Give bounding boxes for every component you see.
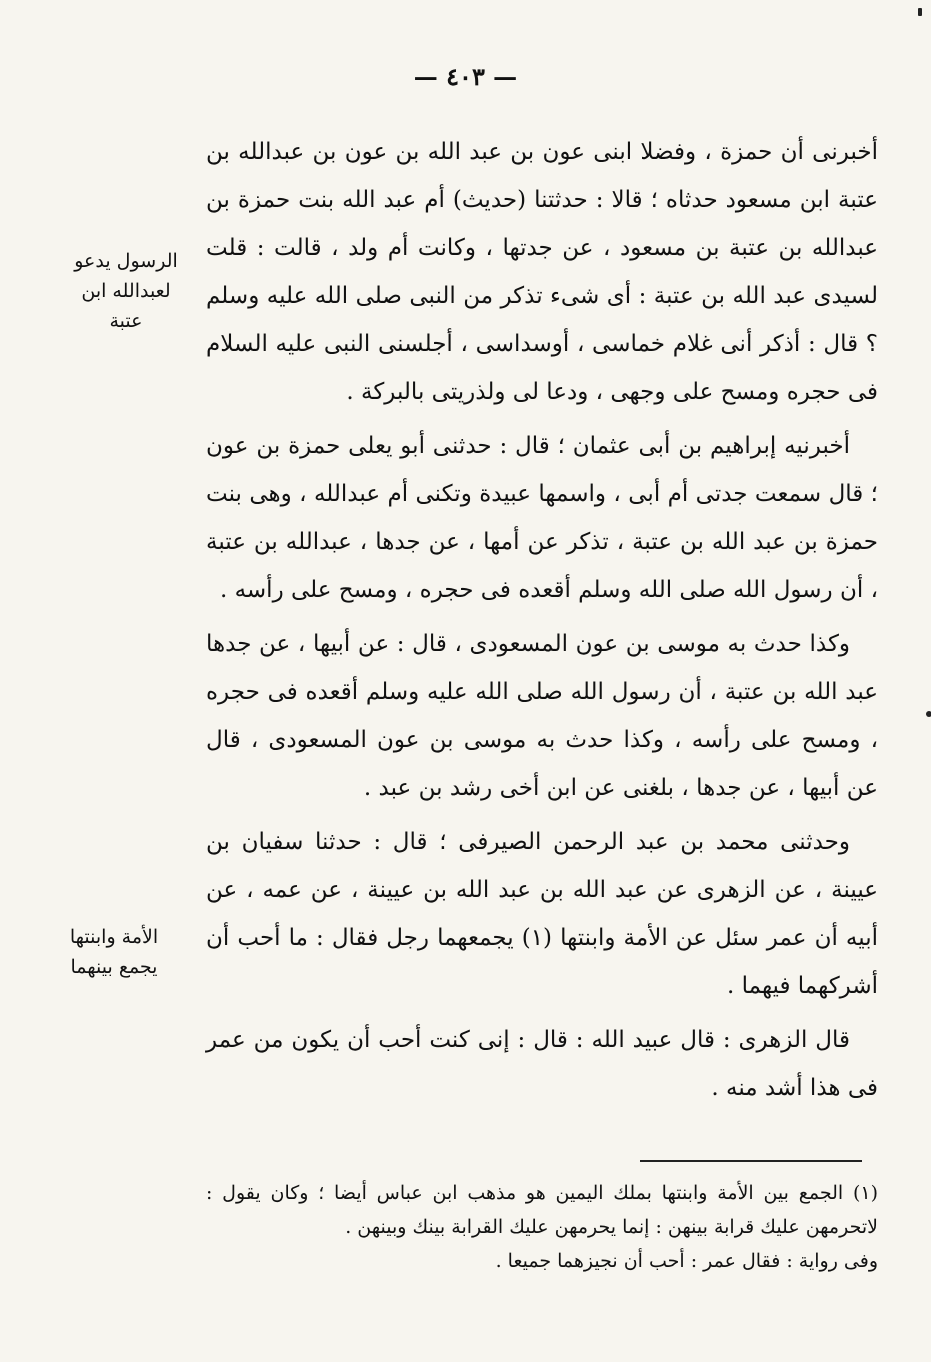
main-text: [206, 128, 878, 1118]
margin-note-slave-and-daughter: الأمة وابنتها يجمع بينهما: [69, 926, 159, 978]
scan-mark: [926, 711, 931, 717]
margin-note-prophet-prays: الرسول يدعو لعبدالله ابن عتبة: [74, 250, 178, 332]
footnote-1-continued: وفى رواية : فقال عمر : أحب أن نجيزهما جميعا .: [495, 1250, 878, 1272]
paragraph-4: وحدثنى محمد بن عبد الرحمن الصيرفى ؛ قال : حدثنا سفيان بن عيينة ، عن الزهرى عن عبد الله بن عبد الله بن عيينة ، عن عمه ، عن أبيه أن عمر سئل عن الأمة وابنتها (١) يجمعهما رجل فقال : ما أحب أن أشركهما فيهما .: [206, 829, 878, 999]
paragraph-3: وكذا حدث به موسى بن عون المسعودى ، قال : عن أبيها ، عن جدها عبد الله بن عتبة ، أن رسول الله صلى الله عليه وسلم أقعده فى حجره ، ومسح على رأسه ، وكذا حدث به موسى بن عون المسعودى ، قال عن أبيها ، عن جدها ، بلغنى عن ابن أخى رشد بن عبد .: [206, 631, 878, 801]
paragraph-2: أخبرنيه إبراهيم بن أبى عثمان ؛ قال : حدثنى أبو يعلى حمزة بن عون ؛ قال سمعت جدتى أم أبى ، واسمها عبيدة وتكنى أم عبدالله ، وهى بنت حمزة بن عبد الله بن عتبة ، تذكر عن أمها ، عن جدها ، عبدالله بن عتبة ، أن رسول الله صلى الله وسلم أقعده فى حجره ، ومسح على رأسه .: [206, 433, 878, 603]
footnotes: [206, 1176, 878, 1278]
footnote-divider: [640, 1160, 862, 1162]
paragraph-1: أخبرنى أن حمزة ، وفضلا ابنى عون بن عبد الله بن عون بن عبدالله بن عتبة ابن مسعود حدثاه ؛ قالا : حدثتنا (حديث) أم عبد الله بنت حمزة بن عبدالله بن عتبة بن مسعود ، عن جدتها ، وكانت أم ولد ، قالت : قلت لسيدى عبد الله بن عتبة : أى شىء تذكر من النبى صلى الله عليه وسلم ؟ قال : أذكر أنى غلام خماسى ، أوسداسى ، أجلسنى النبى عليه السلام فى حجره ومسح على وجهى ، ودعا لى ولذريتى بالبركة .: [206, 139, 878, 405]
scan-mark-top: [918, 8, 922, 16]
footnote-1: (١) الجمع بين الأمة وابنتها بملك اليمين هو مذهب ابن عباس أيضا ؛ وكان يقول : لاتحرمهن عليك قرابة بينهن : إنما يحرمهن عليك القرابة بينك وبينهن .: [206, 1182, 878, 1238]
paragraph-5: قال الزهرى : قال عبيد الله : قال : إنى كنت أحب أن يكون من عمر فى هذا أشد منه .: [206, 1027, 878, 1101]
page-number: — ٤٠٣ —: [413, 62, 518, 91]
